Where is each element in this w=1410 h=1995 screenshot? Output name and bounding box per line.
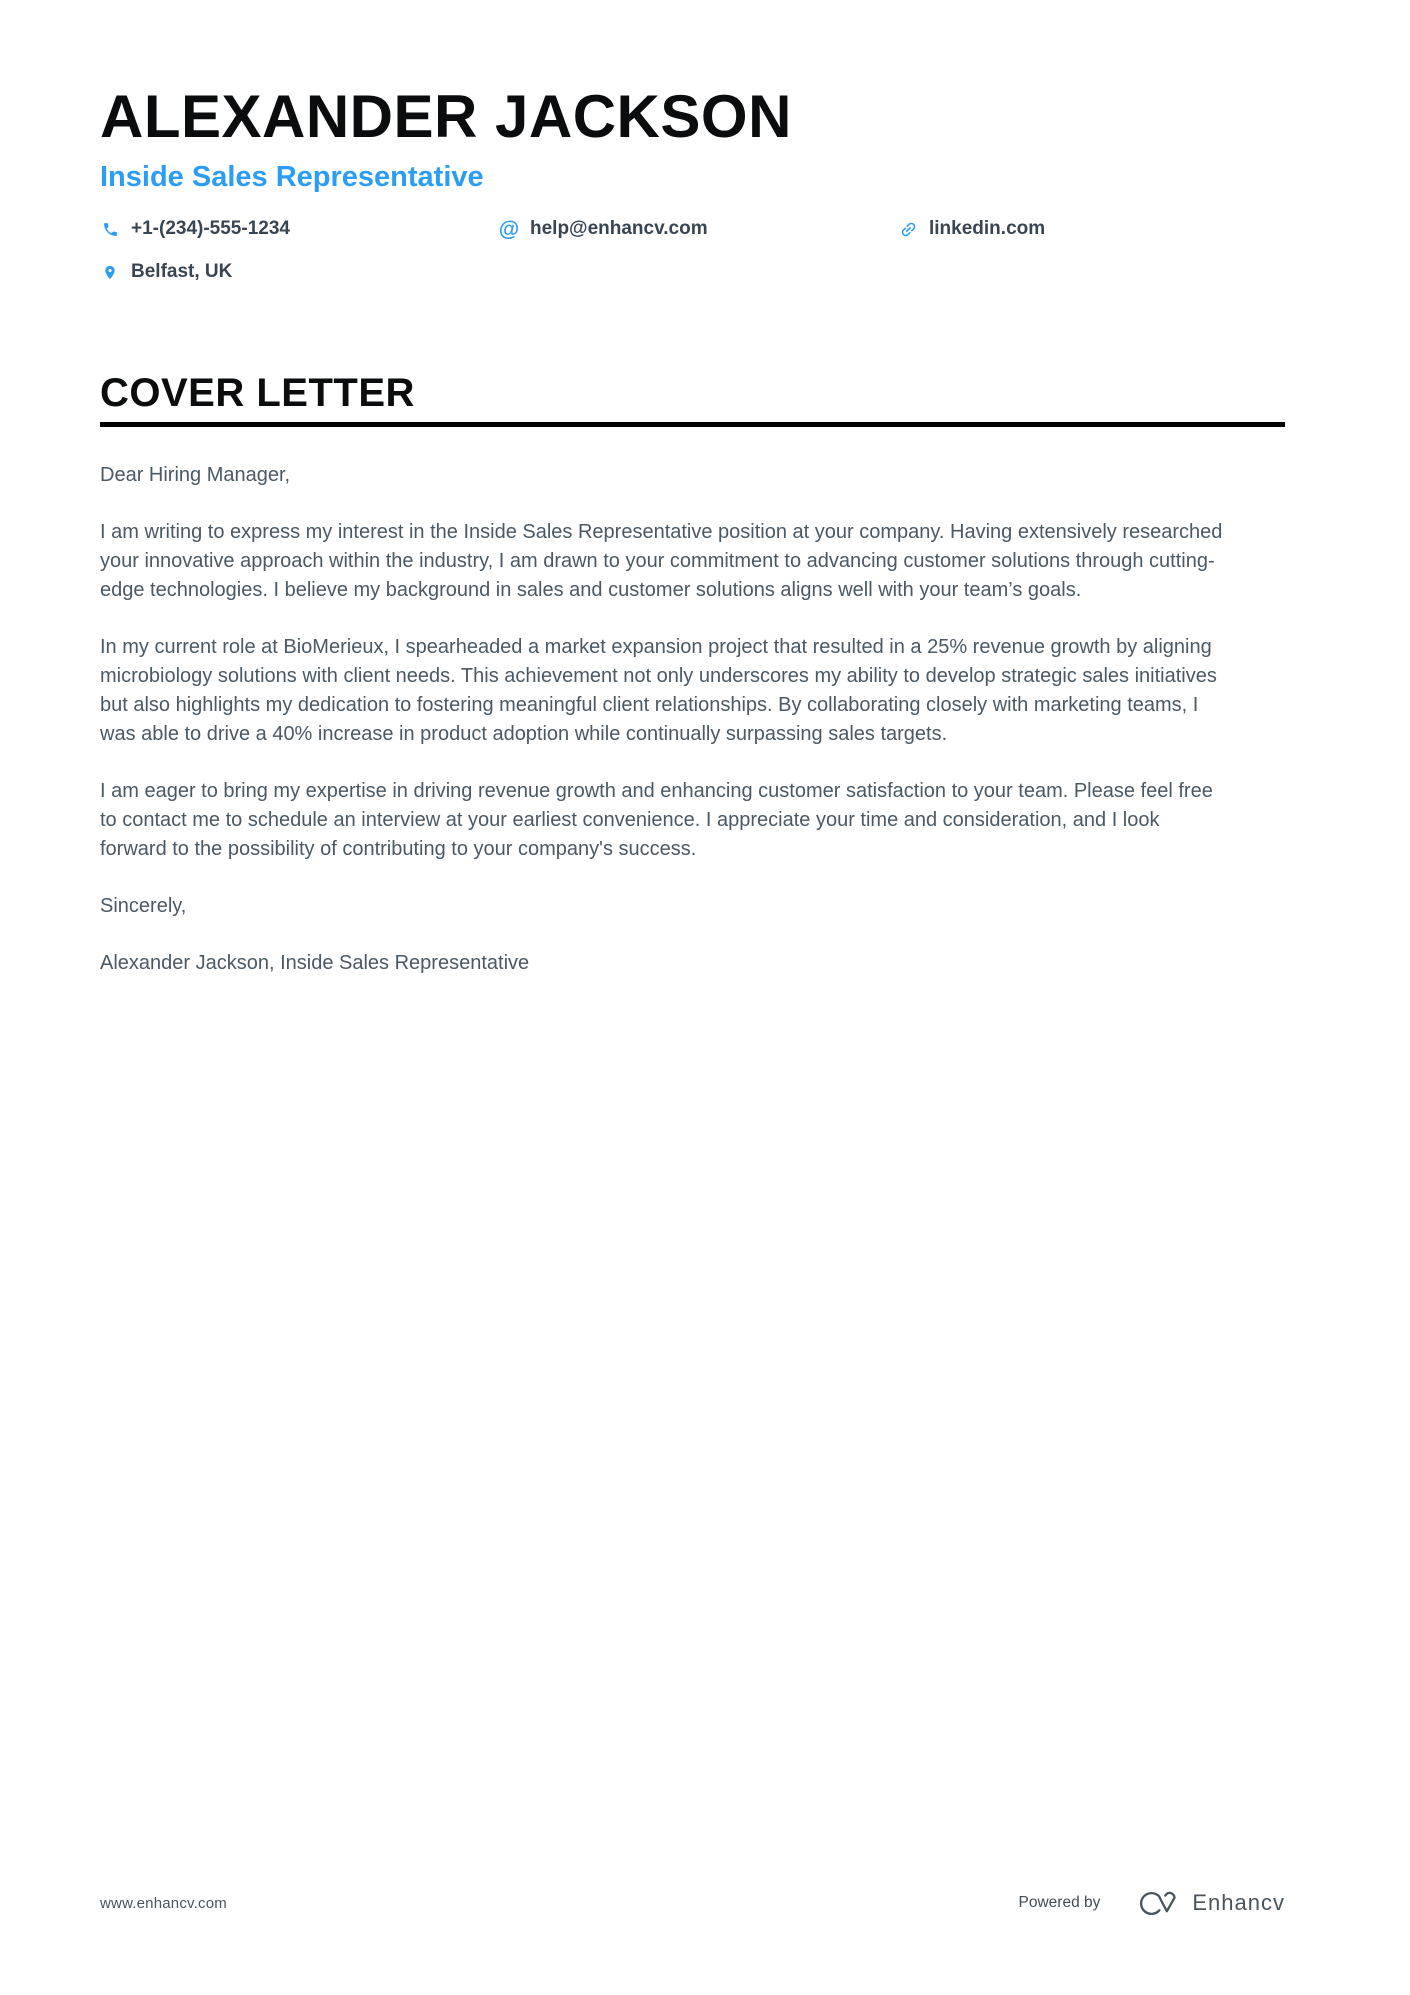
at-icon: @ (498, 217, 520, 241)
location-text: Belfast, UK (131, 261, 233, 283)
powered-by (1019, 1889, 1285, 1917)
location-pin-icon (100, 262, 120, 282)
contact-website[interactable] (898, 218, 1285, 240)
powered-by-label: Powered by (1018, 1894, 1101, 1911)
document-header (100, 83, 1285, 283)
enhancv-logo (1130, 1889, 1180, 1917)
person-name: ALEXANDER JACKSON (100, 83, 792, 150)
website-link[interactable]: linkedin.com (929, 218, 1046, 240)
letter-paragraph: I am eager to bring my expertise in driving revenue growth and enhancing customer satisfaction to your team. Please feel free to contact me to schedule an interview at your earliest convenience. I appreciate your time and consideration, and I look forward to the possibility of contributing to your company's success. (100, 780, 1213, 861)
email-address[interactable]: help@enhancv.com (530, 218, 708, 240)
footer-website-link[interactable]: www.enhancv.com (100, 1894, 227, 1912)
contact-info (100, 218, 1285, 283)
cover-letter-heading: COVER LETTER (100, 373, 1285, 427)
phone-icon (100, 219, 120, 239)
contact-email[interactable] (499, 218, 886, 240)
letter-signature: Alexander Jackson, Inside Sales Representative (100, 952, 530, 975)
letter-closing: Sincerely, (100, 895, 187, 918)
letter-salutation: Dear Hiring Manager, (100, 464, 291, 487)
contact-location (100, 261, 487, 283)
phone-number: +1-(234)-555-1234 (131, 218, 290, 240)
link-icon (898, 219, 918, 239)
contact-phone (100, 218, 487, 240)
job-title: Inside Sales Representative (100, 161, 484, 194)
letter-paragraph: I am writing to express my interest in the Inside Sales Representative position at your company. Having extensively researched your innovative approach within the industry, I am drawn to your commitment to advancing customer solutions through cutting-edge technologies. I believe my background in sales and customer solutions aligns well with your team’s goals. (100, 521, 1223, 602)
brand-name: Enhancv (1192, 1890, 1285, 1915)
letter-paragraph: In my current role at BioMerieux, I spearheaded a market expansion project that resulted in a 25% revenue growth by aligning microbiology solutions with client needs. This achievement not only underscores my ability to develop strategic sales initiatives but also highlights my dedication to fostering meaningful client relationships. By collaborating closely with marketing teams, I was able to drive a 40% increase in product adoption while continually surpassing sales targets. (100, 636, 1217, 746)
letter-body (100, 461, 1230, 978)
page-footer (100, 1889, 1285, 1917)
